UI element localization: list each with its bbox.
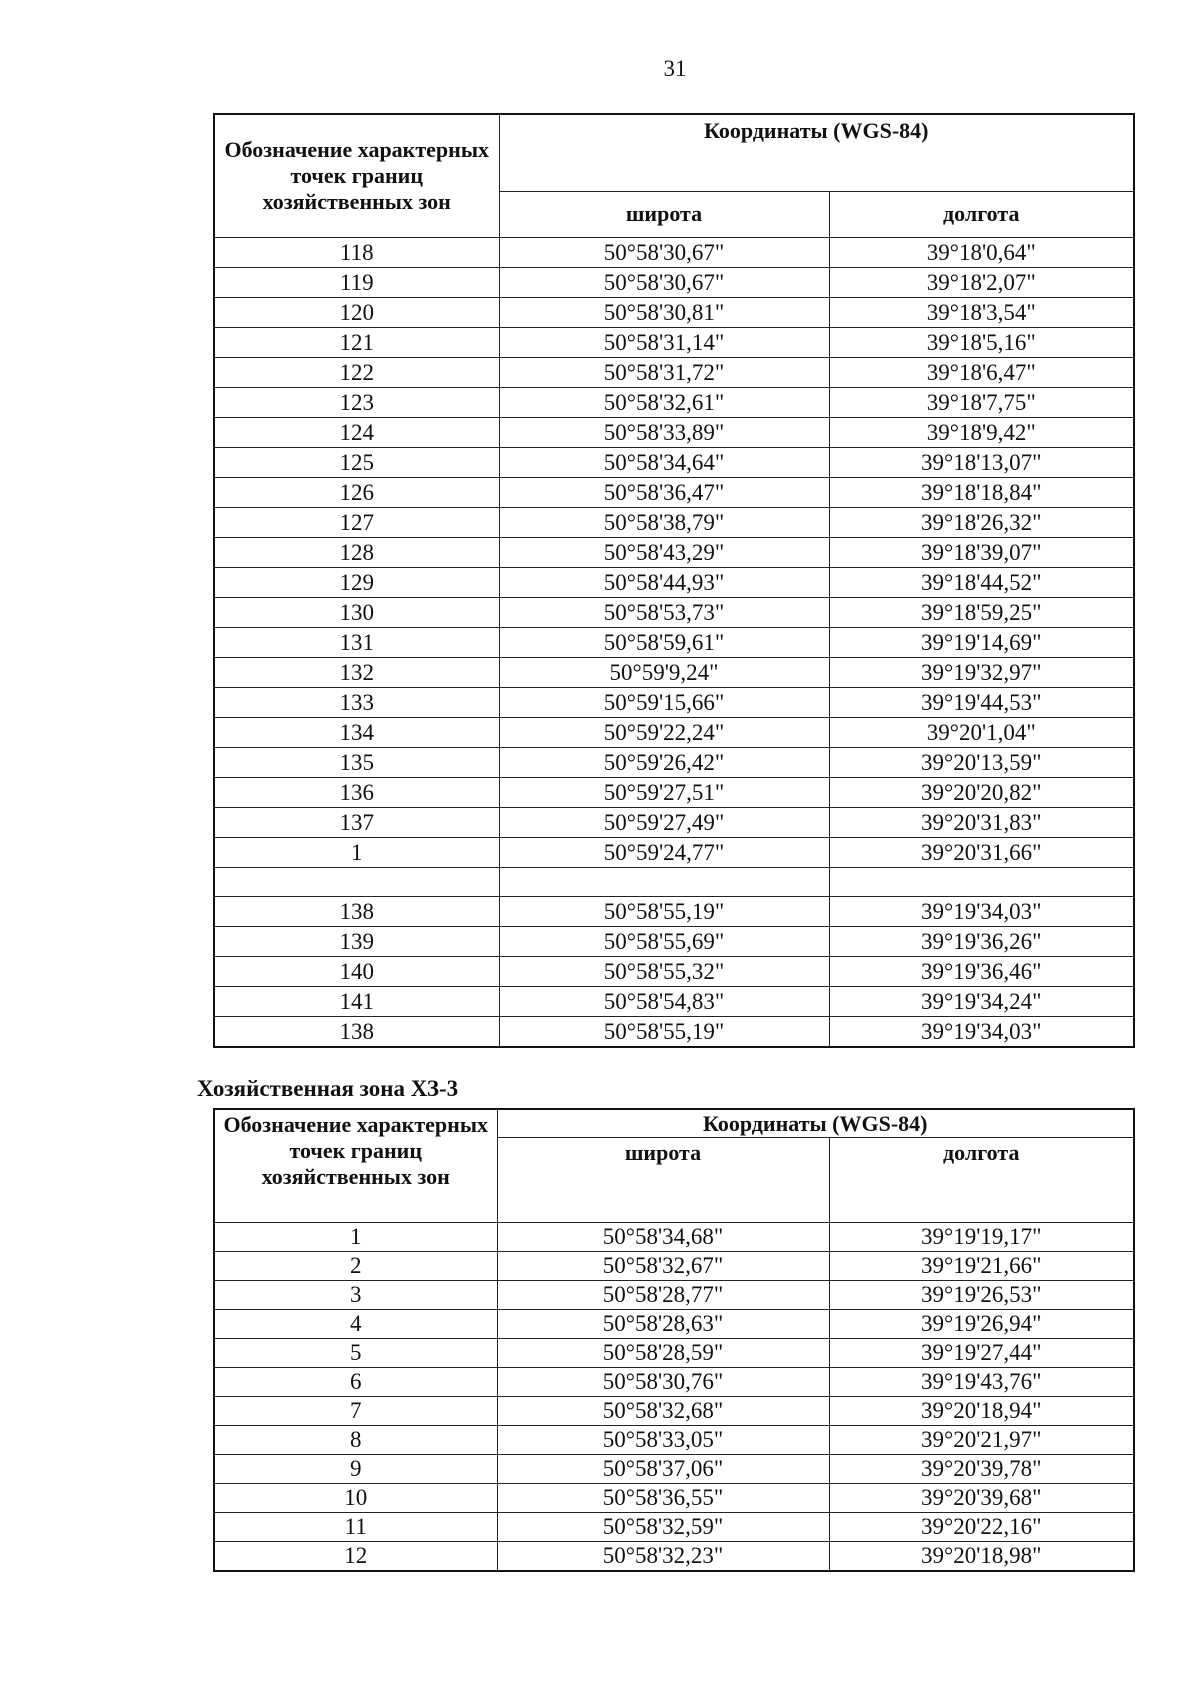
point-cell: 129: [214, 568, 499, 598]
header-coordinates: Координаты (WGS-84): [497, 1109, 1134, 1138]
point-cell: 134: [214, 718, 499, 748]
longitude-cell: 39°20'31,66": [829, 838, 1134, 868]
point-cell: 122: [214, 358, 499, 388]
table-row: [214, 1281, 1134, 1310]
point-cell: 12: [214, 1542, 497, 1572]
longitude-cell: 39°20'21,97": [829, 1426, 1134, 1455]
latitude-cell: 50°58'43,29": [499, 538, 829, 568]
longitude-cell: 39°18'18,84": [829, 478, 1134, 508]
longitude-cell: 39°18'5,16": [829, 328, 1134, 358]
longitude-cell: 39°20'18,94": [829, 1397, 1134, 1426]
coordinates-table: [213, 113, 1135, 1048]
table-row: [214, 1426, 1134, 1455]
table-body: [214, 238, 1134, 1048]
latitude-cell: 50°58'36,47": [499, 478, 829, 508]
table-row: [214, 1252, 1134, 1281]
table-row: [214, 538, 1134, 568]
latitude-cell: 50°58'31,14": [499, 328, 829, 358]
longitude-cell: 39°19'27,44": [829, 1339, 1134, 1368]
latitude-cell: 50°58'33,89": [499, 418, 829, 448]
longitude-cell: 39°19'43,76": [829, 1368, 1134, 1397]
point-cell: 6: [214, 1368, 497, 1397]
longitude-cell: 39°19'26,53": [829, 1281, 1134, 1310]
latitude-cell: 50°59'27,51": [499, 778, 829, 808]
table-row: [214, 478, 1134, 508]
header-coordinates: Координаты (WGS-84): [499, 114, 1134, 191]
latitude-cell: 50°58'28,63": [497, 1310, 829, 1339]
latitude-cell: 50°58'32,68": [497, 1397, 829, 1426]
latitude-cell: 50°59'27,49": [499, 808, 829, 838]
point-cell: 3: [214, 1281, 497, 1310]
table-row: [214, 1484, 1134, 1513]
table-row: [214, 298, 1134, 328]
table-row: [214, 897, 1134, 927]
point-cell: 8: [214, 1426, 497, 1455]
longitude-cell: [829, 868, 1134, 897]
table-row: [214, 418, 1134, 448]
latitude-cell: 50°58'53,73": [499, 598, 829, 628]
latitude-cell: 50°58'55,19": [499, 1017, 829, 1048]
longitude-cell: 39°18'39,07": [829, 538, 1134, 568]
longitude-cell: 39°18'26,32": [829, 508, 1134, 538]
longitude-cell: 39°18'6,47": [829, 358, 1134, 388]
table-row: [214, 1339, 1134, 1368]
table-body: [214, 1223, 1134, 1572]
longitude-cell: 39°19'21,66": [829, 1252, 1134, 1281]
table-row: [214, 358, 1134, 388]
table-row: [214, 658, 1134, 688]
longitude-cell: 39°18'2,07": [829, 268, 1134, 298]
table-row: [214, 718, 1134, 748]
point-cell: 131: [214, 628, 499, 658]
point-cell: 9: [214, 1455, 497, 1484]
point-cell: 123: [214, 388, 499, 418]
latitude-cell: 50°59'9,24": [499, 658, 829, 688]
table-row: [214, 1310, 1134, 1339]
header-latitude: широта: [497, 1138, 829, 1223]
point-cell: 141: [214, 987, 499, 1017]
header-point-designation: Обозначение характерных точек границ хозяйственных зон: [214, 114, 499, 238]
longitude-cell: 39°20'31,83": [829, 808, 1134, 838]
table-row: [214, 328, 1134, 358]
point-cell: 2: [214, 1252, 497, 1281]
longitude-cell: 39°19'36,26": [829, 927, 1134, 957]
latitude-cell: 50°58'30,67": [499, 268, 829, 298]
latitude-cell: [499, 868, 829, 897]
point-cell: 132: [214, 658, 499, 688]
longitude-cell: 39°20'20,82": [829, 778, 1134, 808]
latitude-cell: 50°58'30,76": [497, 1368, 829, 1397]
longitude-cell: 39°19'44,53": [829, 688, 1134, 718]
table-row: [214, 628, 1134, 658]
table-row: [214, 808, 1134, 838]
point-cell: 130: [214, 598, 499, 628]
table-row: [214, 778, 1134, 808]
point-cell: 140: [214, 957, 499, 987]
latitude-cell: 50°58'34,64": [499, 448, 829, 478]
zone-heading: Хозяйственная зона ХЗ-3: [197, 1076, 459, 1101]
point-cell: 124: [214, 418, 499, 448]
point-cell: 1: [214, 1223, 497, 1252]
longitude-cell: 39°19'32,97": [829, 658, 1134, 688]
point-cell: 119: [214, 268, 499, 298]
latitude-cell: 50°58'54,83": [499, 987, 829, 1017]
longitude-cell: 39°20'13,59": [829, 748, 1134, 778]
latitude-cell: 50°58'30,81": [499, 298, 829, 328]
point-cell: 135: [214, 748, 499, 778]
latitude-cell: 50°58'31,72": [499, 358, 829, 388]
table-row: [214, 568, 1134, 598]
table-row: [214, 1513, 1134, 1542]
point-cell: 139: [214, 927, 499, 957]
point-cell: 11: [214, 1513, 497, 1542]
point-cell: 137: [214, 808, 499, 838]
longitude-cell: 39°20'18,98": [829, 1542, 1134, 1572]
point-cell: 138: [214, 897, 499, 927]
latitude-cell: 50°58'44,93": [499, 568, 829, 598]
table-row: [214, 238, 1134, 268]
point-cell: 136: [214, 778, 499, 808]
longitude-cell: 39°20'39,78": [829, 1455, 1134, 1484]
header-longitude: долгота: [829, 1138, 1134, 1223]
table-row: [214, 598, 1134, 628]
latitude-cell: 50°58'55,69": [499, 927, 829, 957]
table-row: [214, 508, 1134, 538]
longitude-cell: 39°19'19,17": [829, 1223, 1134, 1252]
latitude-cell: 50°59'22,24": [499, 718, 829, 748]
latitude-cell: 50°58'38,79": [499, 508, 829, 538]
latitude-cell: 50°58'32,67": [497, 1252, 829, 1281]
latitude-cell: 50°58'55,19": [499, 897, 829, 927]
latitude-cell: 50°58'28,77": [497, 1281, 829, 1310]
longitude-cell: 39°19'14,69": [829, 628, 1134, 658]
point-cell: 4: [214, 1310, 497, 1339]
latitude-cell: 50°58'30,67": [499, 238, 829, 268]
table-row: [214, 748, 1134, 778]
table-row: [214, 957, 1134, 987]
point-cell: 5: [214, 1339, 497, 1368]
table-row: [214, 987, 1134, 1017]
longitude-cell: 39°19'34,03": [829, 897, 1134, 927]
point-cell: 128: [214, 538, 499, 568]
longitude-cell: 39°18'9,42": [829, 418, 1134, 448]
latitude-cell: 50°58'32,61": [499, 388, 829, 418]
latitude-cell: 50°58'55,32": [499, 957, 829, 987]
longitude-cell: 39°19'34,03": [829, 1017, 1134, 1048]
longitude-cell: 39°19'34,24": [829, 987, 1134, 1017]
latitude-cell: 50°58'36,55": [497, 1484, 829, 1513]
header-latitude: широта: [499, 191, 829, 237]
longitude-cell: 39°19'36,46": [829, 957, 1134, 987]
point-cell: 10: [214, 1484, 497, 1513]
longitude-cell: 39°20'22,16": [829, 1513, 1134, 1542]
latitude-cell: 50°58'28,59": [497, 1339, 829, 1368]
header-longitude: долгота: [829, 191, 1134, 237]
zone-xz3-coordinates-table: [213, 1108, 1135, 1572]
latitude-cell: 50°59'15,66": [499, 688, 829, 718]
point-cell: 127: [214, 508, 499, 538]
point-cell: 126: [214, 478, 499, 508]
table-row: [214, 1455, 1134, 1484]
point-cell: 1: [214, 838, 499, 868]
latitude-cell: 50°59'24,77": [499, 838, 829, 868]
table-row: [214, 868, 1134, 897]
latitude-cell: 50°59'26,42": [499, 748, 829, 778]
point-cell: 120: [214, 298, 499, 328]
longitude-cell: 39°20'1,04": [829, 718, 1134, 748]
latitude-cell: 50°58'33,05": [497, 1426, 829, 1455]
longitude-cell: 39°18'44,52": [829, 568, 1134, 598]
table-row: [214, 388, 1134, 418]
longitude-cell: 39°20'39,68": [829, 1484, 1134, 1513]
table-row: [214, 1223, 1134, 1252]
latitude-cell: 50°58'34,68": [497, 1223, 829, 1252]
table-row: [214, 448, 1134, 478]
table-row: [214, 688, 1134, 718]
latitude-cell: 50°58'32,23": [497, 1542, 829, 1572]
page-number: 31: [663, 56, 687, 81]
point-cell: 125: [214, 448, 499, 478]
point-cell: 7: [214, 1397, 497, 1426]
point-cell: 133: [214, 688, 499, 718]
table-row: [214, 838, 1134, 868]
latitude-cell: 50°58'32,59": [497, 1513, 829, 1542]
longitude-cell: 39°18'3,54": [829, 298, 1134, 328]
point-cell: 121: [214, 328, 499, 358]
longitude-cell: 39°18'59,25": [829, 598, 1134, 628]
point-cell: 138: [214, 1017, 499, 1048]
latitude-cell: 50°58'59,61": [499, 628, 829, 658]
header-point-designation: Обозначение характерных точек границ хозяйственных зон: [214, 1109, 497, 1223]
table-row: [214, 1368, 1134, 1397]
longitude-cell: 39°19'26,94": [829, 1310, 1134, 1339]
table-row: [214, 1542, 1134, 1572]
point-cell: 118: [214, 238, 499, 268]
point-cell: [214, 868, 499, 897]
longitude-cell: 39°18'13,07": [829, 448, 1134, 478]
table-row: [214, 1397, 1134, 1426]
table-row: [214, 927, 1134, 957]
table-row: [214, 1017, 1134, 1048]
latitude-cell: 50°58'37,06": [497, 1455, 829, 1484]
longitude-cell: 39°18'7,75": [829, 388, 1134, 418]
longitude-cell: 39°18'0,64": [829, 238, 1134, 268]
table-row: [214, 268, 1134, 298]
